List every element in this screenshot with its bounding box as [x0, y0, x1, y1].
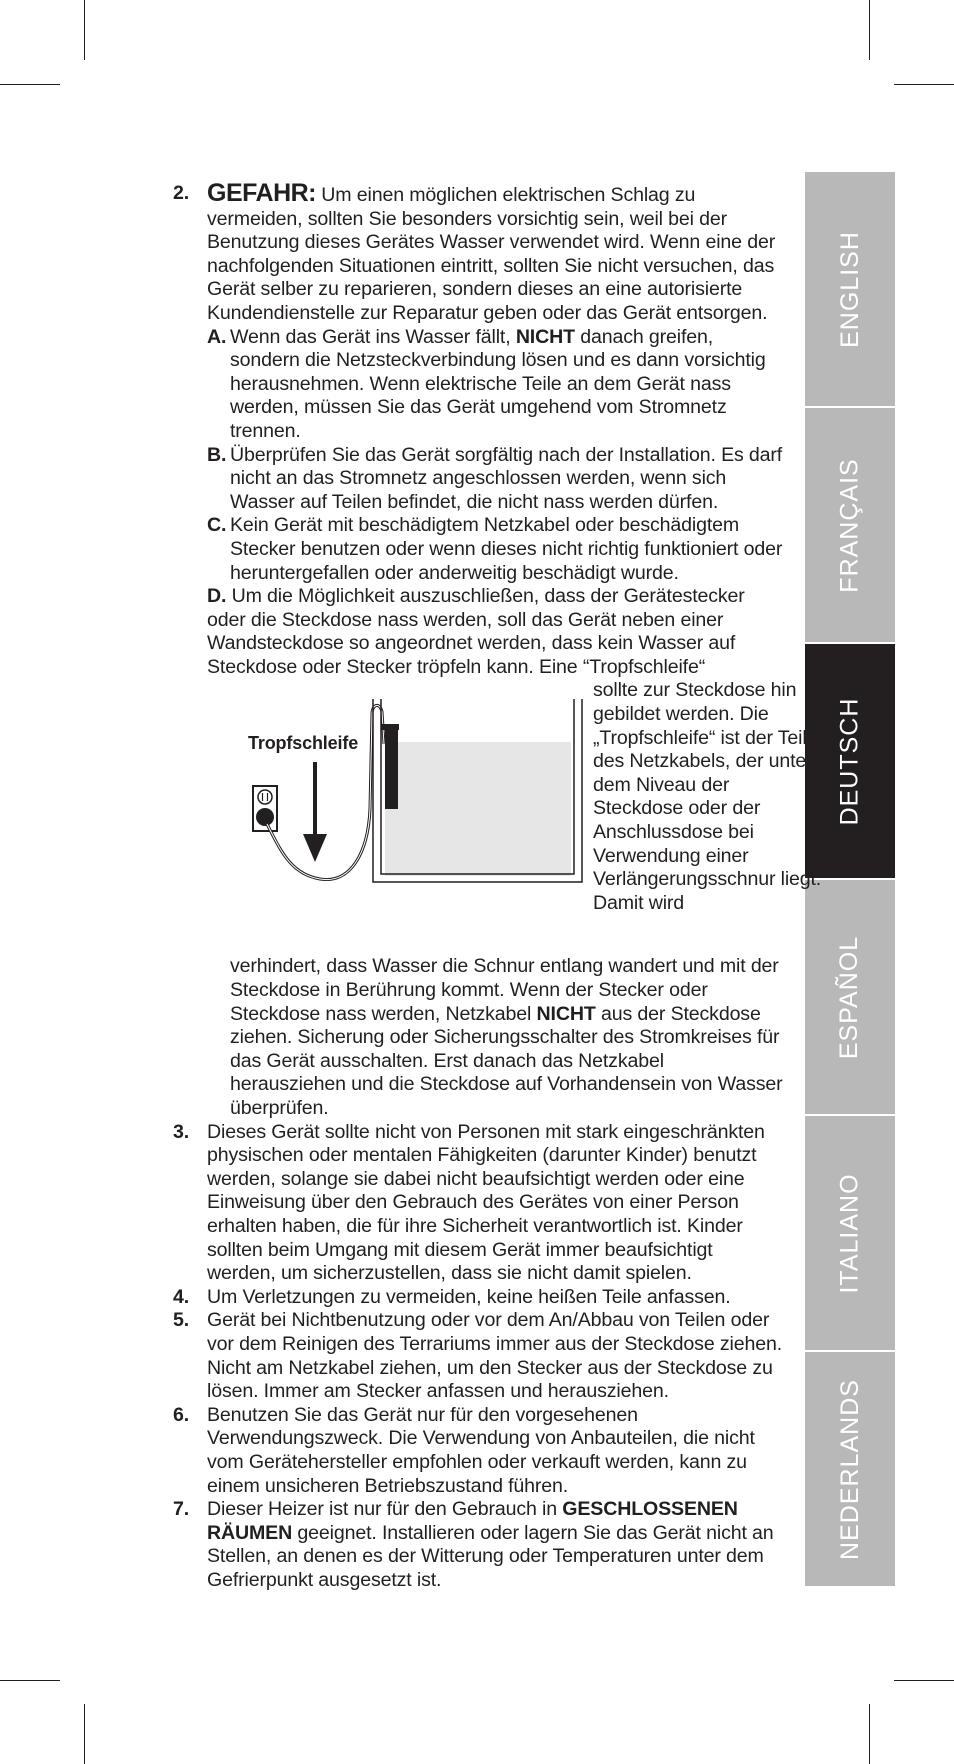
list-item: [170, 179, 822, 1121]
wrapped-text: sollte zur Steckdose hin gebildet werden. Die „Tropfschleife“ ist der Teil des Netzkabels, der unter dem Niveau der Steckdose oder der Anschlussdose bei Verwendung einer Verlängerungsschnur liegt. Damit wird: [593, 679, 822, 914]
sub-text: aus der Steckdose ziehen. Sicherung oder Sicherungsschalter des Stromkreises für das Gerät ausschalten. Erst danach das Netzkabel herausziehen und die Steckdose auf Vorhandensein von Wasser überprüfen.: [230, 1002, 783, 1120]
item-text: Um Verletzungen zu vermeiden, keine heißen Teile anfassen.: [207, 1285, 731, 1308]
item-intro: [207, 179, 785, 326]
drip-loop-diagram: [240, 684, 585, 924]
item-number: 4.: [173, 1285, 190, 1308]
crop-mark: [869, 1704, 870, 1764]
water: [385, 742, 571, 876]
tab-label: DEUTSCH: [835, 697, 864, 825]
tab-label: ESPAÑOL: [835, 935, 864, 1059]
emphasis: NICHT: [536, 1002, 596, 1025]
crop-mark: [84, 1704, 85, 1764]
crop-mark: [869, 0, 870, 60]
sub-text: Überprüfen Sie das Gerät sorgfältig nach der Installation. Es darf nicht an das Stromnetz angeschlossen werden, wenn sich Wasser auf Teilen befindet, die nicht nass werden dürfen.: [230, 443, 783, 513]
tab-label: FRANÇAIS: [835, 457, 864, 593]
list-item: [170, 1286, 785, 1310]
sub-text: Wenn das Gerät ins Wasser fällt,: [230, 325, 516, 348]
item-text: Benutzen Sie das Gerät nur für den vorgesehenen Verwendungszweck. Die Verwendung von Anbauteilen, die nicht vom Gerätehersteller empfohlen oder verkauft werden, kann zu einem unsicheren Betriebszustand führen.: [207, 1403, 755, 1497]
list-item: [170, 1121, 785, 1286]
sub-letter: D.: [207, 585, 227, 608]
item-text: Dieses Gerät sollte nicht von Personen mit stark eingeschränkten physischen oder mentalen Fähigkeiten (darunter Kinder) benutzt werden, solange sie dabei nicht beaufsichtigt werden oder eine Einweisung über den Gebrauch des Gerätes von einer Person erhalten haben, die für ihre Sicherheit verantwortlich ist. Kinder sollten beim Umgang mit diesem Gerät immer beaufsichtigt werden, um sicherzustellen, dass sie nicht damit spielen.: [207, 1120, 765, 1285]
emphasis: GESCHLOSSENEN RÄUMEN: [207, 1498, 738, 1544]
item-number: 2.: [173, 182, 190, 204]
tab-nederlands[interactable]: [805, 1352, 895, 1586]
sub-letter: A.: [207, 325, 227, 348]
item-text-part: geeignet. Installieren oder lagern Sie das Gerät nicht an Stellen, an denen es der Witterung oder Temperaturen unter dem Gefrierpunkt ausgesetzt ist.: [207, 1521, 774, 1591]
crop-mark: [0, 84, 60, 85]
tab-label: ENGLISH: [835, 230, 864, 348]
drip-loop-illustration: [240, 684, 585, 924]
tab-label: NEDERLANDS: [835, 1378, 864, 1560]
sub-letter: B.: [207, 443, 227, 466]
tab-english[interactable]: [805, 172, 895, 406]
item-text: [207, 1498, 785, 1592]
crop-mark: [0, 1680, 60, 1681]
item-text: Gerät bei Nichtbenutzung oder vor dem An/Abbau von Teilen oder vor dem Reinigen des Terrariums immer aus der Steckdose ziehen. Nicht am Netzkabel ziehen, um den Stecker aus der Steckdose zu lösen. Immer am Stecker anfassen und herausziehen.: [207, 1309, 782, 1403]
sub-item-b: [207, 444, 785, 515]
sub-text: danach greifen, sondern die Netzsteckverbindung lösen und es dann vorsichtig herausnehmen. Wenn elektrische Teile an dem Gerät nass werden, müssen Sie das Gerät umgehend vom Stromnetz trennen.: [230, 325, 766, 442]
item-text-part: Dieser Heizer ist nur für den Gebrauch in: [207, 1498, 563, 1521]
item-number: 3.: [173, 1120, 190, 1143]
figure-label: Tropfschleife: [248, 733, 359, 754]
plug: [256, 808, 274, 826]
drip-loop-figure-row: [207, 679, 822, 955]
tab-francais[interactable]: [805, 408, 895, 642]
list-item: [170, 1498, 785, 1592]
sub-item-d-continued: [207, 955, 785, 1120]
sub-letter: C.: [207, 514, 227, 537]
item-number: 7.: [173, 1498, 190, 1521]
sub-item-d: [207, 585, 785, 679]
sub-text: Kein Gerät mit beschädigtem Netzkabel oder beschädigtem Stecker benutzen oder wenn dieses nicht richtig funktioniert oder heruntergefallen oder anderweitig beschädigt wurde.: [230, 514, 783, 584]
outlet-socket: [258, 790, 272, 804]
item-number: 6.: [173, 1403, 190, 1426]
tab-label: ITALIANO: [835, 1172, 864, 1294]
list-item: [170, 1309, 785, 1403]
item-number: 5.: [173, 1309, 190, 1332]
danger-heading: GEFAHR:: [207, 179, 316, 207]
sub-text: verhindert, dass Wasser die Schnur entlang wandert und mit der Steckdose in Berührung kommt. Wenn der Stecker oder Steckdose nass werden, Netzkabel: [230, 955, 779, 1025]
sub-text: Um die Möglichkeit auszuschließen, dass der Gerätestecker oder die Steckdose nass werden, soll das Gerät neben einer Wandsteckdose so angeordnet werden, dass kein Wasser auf Steckdose oder Stecker tröpfeln kann. Eine “Tropfschleife“: [207, 585, 745, 678]
list-item: [170, 1404, 785, 1498]
crop-mark: [894, 1680, 954, 1681]
sub-item-a: [207, 326, 785, 444]
sub-item-c: [207, 514, 785, 585]
crop-mark: [84, 0, 85, 60]
tab-italiano[interactable]: [805, 1116, 895, 1350]
emphasis: NICHT: [515, 325, 575, 348]
crop-mark: [894, 84, 954, 85]
intro-text: Um einen möglichen elektrischen Schlag zu vermeiden, sollten Sie besonders vorsichtig sein, weil bei der Benutzung dieses Gerätes Wasser verwendet wird. Wenn eine der nachfolgenden Situationen eintritt, sollten Sie nicht versuchen, das Gerät selber zu reparieren, sondern dieses an eine autorisierte Kundendienstelle zur Reparatur geben oder das Gerät entsorgen.: [207, 184, 776, 324]
safety-instructions: [170, 179, 822, 1593]
heater: [385, 729, 398, 809]
